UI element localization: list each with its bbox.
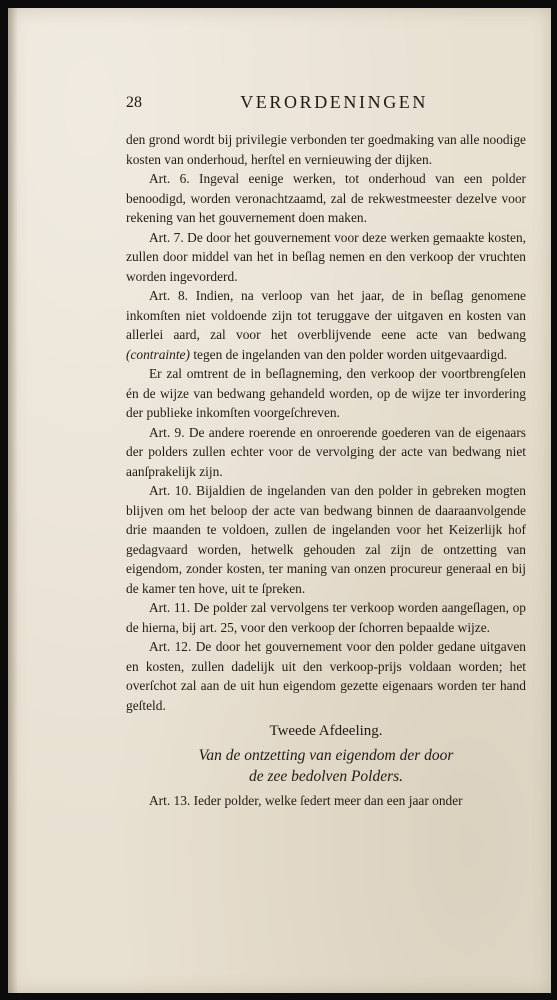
article-8-italic-term: (contrainte) [126, 346, 190, 362]
paragraph-continuation: den grond wordt bij privilegie verbonden ter goedmaking van alle noodige kosten van onderhoud, herſtel en vernieuwing der dijken. [126, 132, 526, 167]
article-9: Art. 9. De andere roerende en onroerende goederen van de eigenaars der polders zullen echter voor de vervolging der acte van bedwang niet aanſprakelijk zijn. [126, 424, 526, 479]
book-page [8, 8, 551, 993]
article-8-text-a: Art. 8. Indien, na verloop van het jaar, de in beſlag genomene inkomſten niet voldoende zijn tot teruggave der uitgaven en kosten van allerlei aard, zal voor het overblijvende eene acte van bedwang [126, 288, 526, 342]
page-header [126, 92, 428, 118]
section-heading: Tweede Afdeeling. [269, 723, 383, 739]
article-8 [126, 286, 526, 364]
page-number: 28 [126, 94, 142, 111]
section-subtitle-line-1: Van de ontzetting van eigendom der door [198, 747, 454, 764]
article-6: Art. 6. Ingeval eenige werken, tot onderhoud van een polder benoodigd, worden veronachtzaamd, zal de rekwestmeester dezelve voor rekening van het gouvernement doen maken. [126, 171, 526, 225]
article-7: Art. 7. De door het gouvernement voor deze werken gemaakte kosten, zullen door middel van het in beſlag nemen en den verkoop der vruchten worden ingevorderd. [126, 229, 526, 284]
paragraph-seizure: Er zal omtrent de in beſlagneming, den verkoop der voortbrengſelen én de wijze van bedwang gehandeld worden, op de wijze ter invordering der publieke inkomſten voorgeſchreven. [126, 366, 526, 420]
article-12: Art. 12. De door het gouvernement voor den polder gedane uitgaven en kosten, zullen dadelijk uit den verkoop-prijs voldaan worden; het overſchot zal aan de uit hun eigendom gezette eigenaars worden ter hand geſteld. [126, 639, 526, 713]
article-13: Art. 13. Ieder polder, welke ſedert meer dan een jaar onder [149, 793, 463, 808]
article-11: Art. 11. De polder zal vervolgens ter verkoop worden aangeſlagen, op de hierna, bij art. 25, voor den verkoop der ſchorren bepaalde wijze. [126, 600, 526, 635]
section-subtitle [126, 745, 526, 787]
section-subtitle-line-2: de zee bedolven Polders. [248, 768, 404, 785]
body-text [126, 130, 526, 811]
running-head: VERORDENINGEN [240, 92, 428, 112]
article-8-text-b: tegen de ingelanden van den polder worden uitgevaardigd. [189, 346, 508, 362]
article-10: Art. 10. Bijaldien de ingelanden van den polder in gebreken mogten blijven om het beloop der acte van bedwang binnen de daaraanvolgende drie maanden te voldoen, zullen de ingelanden voor het Keizerlijk hof gedagvaard worden, hetwelk gehouden zal zijn de ontzetting van eigendom, zonder kosten, ter maning van onzen procureur generaal en bij de kamer ten hove, uit te ſpreken. [126, 483, 526, 596]
